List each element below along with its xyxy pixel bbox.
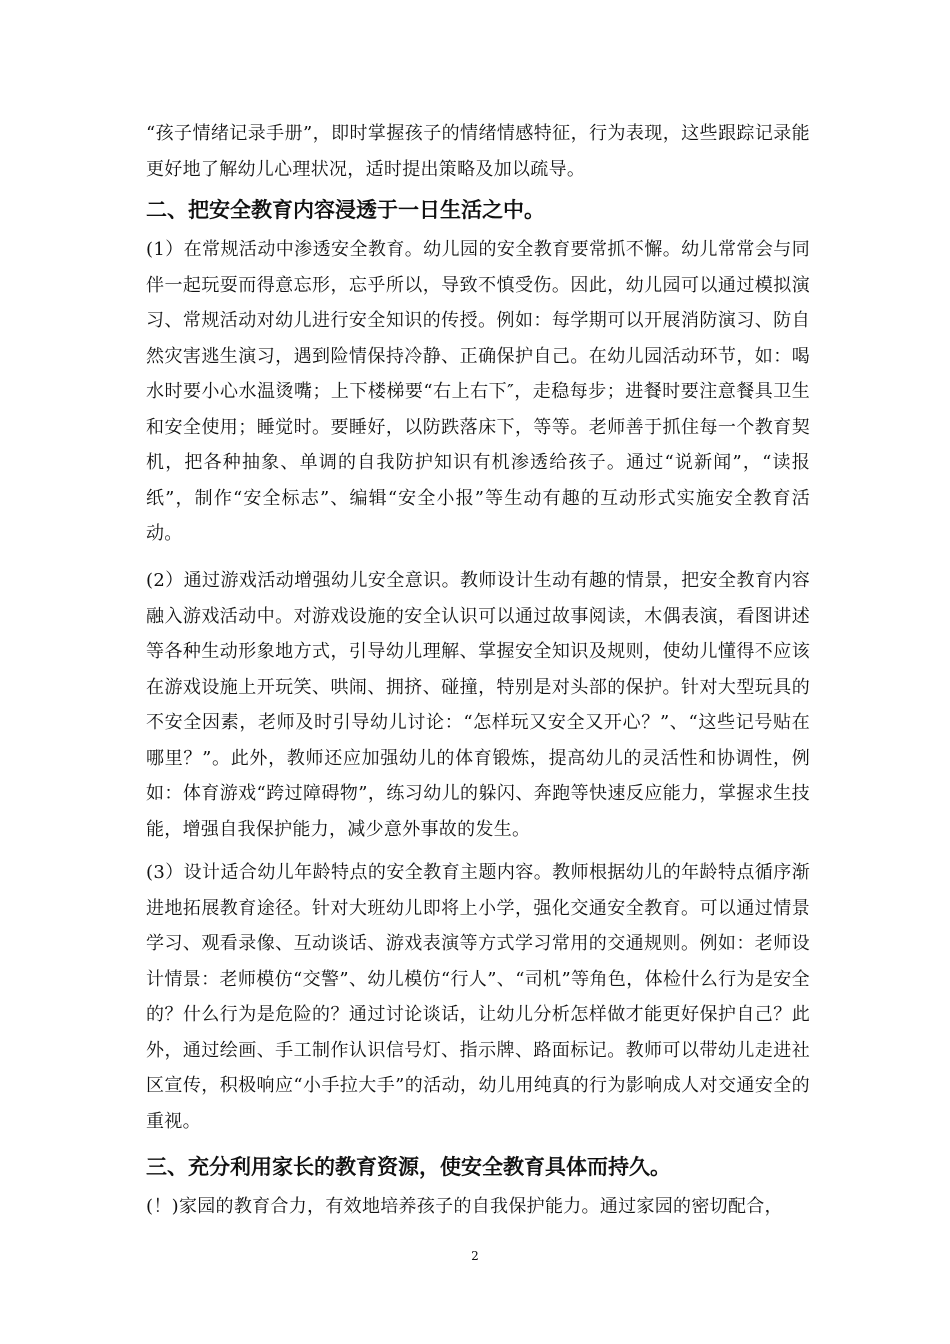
page-number: 2 [471, 1249, 479, 1263]
section-2-paragraph-1: (1）在常规活动中渗透安全教育。幼儿园的安全教育要常抓不懈。幼儿常常会与同伴一起玩耍而得意忘形，忘乎所以，导致不慎受伤。因此，幼儿园可以通过模拟演习、常规活动对幼儿进行安全知识的传授。例如：每学期可以开展消防演习、防自然灾害逃生演习，遇到险情保持冷静、正确保护自己。在幼儿园活动环节，如：喝水时要小心水温烫嘴；上下楼梯要“右上右下″，走稳每步；进餐时要注意餐具卫生和安全使用；睡觉时。要睡好，以防跌落床下，等等。老师善于抓住每一个教育契机，把各种抽象、单调的自我防护知识有机渗透给孩子。通过“说新闻”，“读报纸”，制作“安全标志”、编辑“安全小报”等生动有趣的互动形式实施安全教育活动。 [146, 239, 810, 544]
section-2-heading: 二、把安全教育内容浸透于一日生活之中。 [146, 198, 545, 222]
section-2-paragraph-2: (2）通过游戏活动增强幼儿安全意识。教师设计生动有趣的情景，把安全教育内容融入游戏活动中。对游戏设施的安全认识可以通过故事阅读，木偶表演，看图讲述等各种生动形象地方式，引导幼儿理解、掌握安全知识及规则，使幼儿懂得不应该在游戏设施上开玩笑、哄闹、拥挤、碰撞，特别是对头部的保护。针对大型玩具的不安全因素，老师及时引导幼儿讨论：“怎样玩又安全又开心？”、“这些记号贴在哪里？”。此外，教师还应加强幼儿的体育锻炼，提高幼儿的灵活性和协调性，例如：体育游戏“跨过障碍物”，练习幼儿的躲闪、奔跑等快速反应能力，掌握求生技能，增强自我保护能力，减少意外事故的发生。 [146, 570, 810, 840]
section-3-paragraph-1: (！)家园的教育合力，有效地培养孩子的自我保护能力。通过家园的密切配合， [146, 1196, 783, 1217]
section-2-paragraph-3: (3）设计适合幼儿年龄特点的安全教育主题内容。教师根据幼儿的年龄特点循序渐进地拓展教育途径。针对大班幼儿即将上小学，强化交通安全教育。可以通过情景学习、观看录像、互动谈话、游戏表演等方式学习常用的交通规则。例如：老师设计情景：老师模仿“交警”、幼儿模仿“行人”、“司机”等角色，体检什么行为是安全的？什么行为是危险的？通过讨论谈话，让幼儿分析怎样做才能更好保护自己？此外，通过绘画、手工制作认识信号灯、指示牌、路面标记。教师可以带幼儿走进社区宣传，积极响应“小手拉大手”的活动，幼儿用纯真的行为影响成人对交通安全的重视。 [146, 862, 810, 1132]
section-3-heading: 三、充分利用家长的教育资源，使安全教育具体而持久。 [146, 1155, 671, 1179]
intro-paragraph: “孩子情绪记录手册”，即时掌握孩子的情绪情感特征，行为表现，这些跟踪记录能更好地了解幼儿心理状况，适时提出策略及加以疏导。 [146, 123, 810, 180]
